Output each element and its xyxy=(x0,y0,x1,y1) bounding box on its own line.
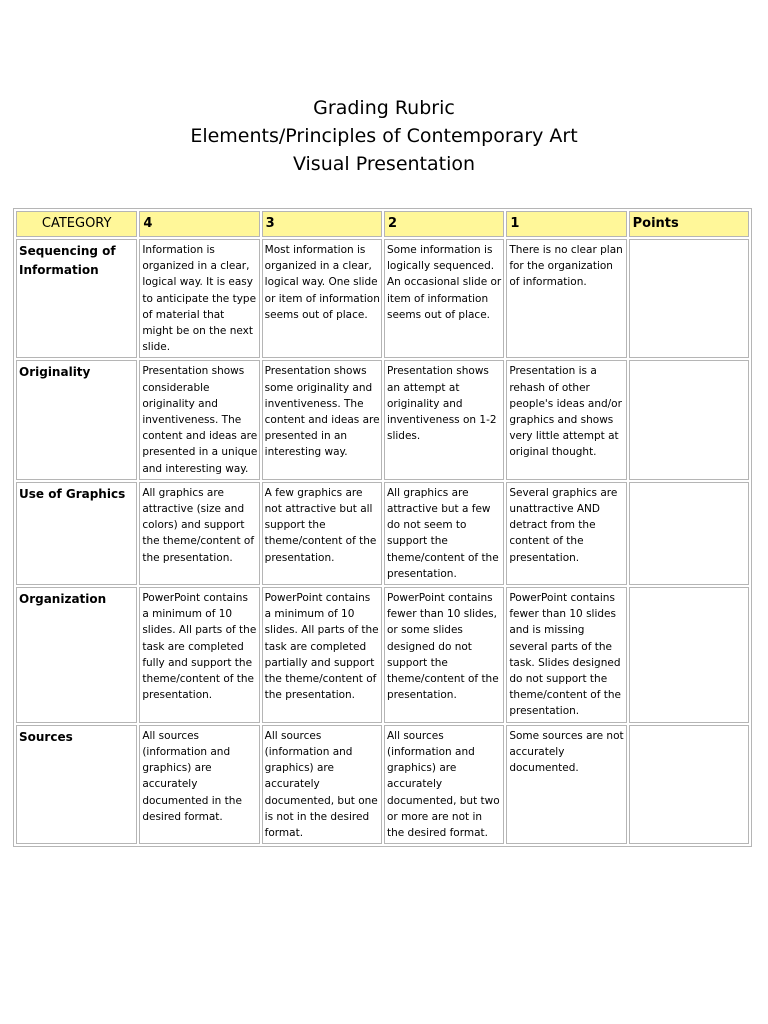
points-cell xyxy=(629,725,749,844)
table-cell: A few graphics are not attractive but all support the theme/content of the presentation. xyxy=(262,482,382,585)
table-cell: Some sources are not accurately documented. xyxy=(506,725,626,844)
table-cell: PowerPoint contains a minimum of 10 slides. All parts of the task are completed fully and support the theme/content of the presentation. xyxy=(139,587,259,723)
table-row xyxy=(16,587,749,723)
table-row xyxy=(16,360,749,479)
header-points: Points xyxy=(629,211,749,237)
table-row xyxy=(16,725,749,844)
table-cell: Information is organized in a clear, logical way. It is easy to anticipate the type of material that might be on the next slide. xyxy=(139,239,259,358)
header-score-3: 3 xyxy=(262,211,382,237)
table-cell: All sources (information and graphics) are accurately documented, but one is not in the desired format. xyxy=(262,725,382,844)
points-cell xyxy=(629,239,749,358)
row-category-label: Originality xyxy=(16,360,137,479)
row-category-label: Use of Graphics xyxy=(16,482,137,585)
points-cell xyxy=(629,360,749,479)
header-row xyxy=(16,211,749,237)
title-line-1: Grading Rubric xyxy=(313,97,455,119)
table-cell: PowerPoint contains fewer than 10 slides, or some slides designed do not support the theme/content of the presentation. xyxy=(384,587,504,723)
header-category: CATEGORY xyxy=(16,211,137,237)
row-category-label: Sources xyxy=(16,725,137,844)
header-score-2: 2 xyxy=(384,211,504,237)
header-score-4: 4 xyxy=(139,211,259,237)
document-title xyxy=(0,94,768,178)
header-score-1: 1 xyxy=(506,211,626,237)
table-cell: Presentation shows an attempt at originality and inventiveness on 1-2 slides. xyxy=(384,360,504,479)
table-cell: All sources (information and graphics) are accurately documented in the desired format. xyxy=(139,725,259,844)
table-cell: There is no clear plan for the organization of information. xyxy=(506,239,626,358)
table-cell: Several graphics are unattractive AND detract from the content of the presentation. xyxy=(506,482,626,585)
row-category-label: Organization xyxy=(16,587,137,723)
rubric-table xyxy=(13,208,752,847)
table-cell: Presentation shows some originality and inventiveness. The content and ideas are presented in an interesting way. xyxy=(262,360,382,479)
table-cell: PowerPoint contains a minimum of 10 slides. All parts of the task are completed partially and support the theme/content of the presentation. xyxy=(262,587,382,723)
table-cell: Presentation shows considerable originality and inventiveness. The content and ideas are presented in a unique and interesting way. xyxy=(139,360,259,479)
table-row xyxy=(16,239,749,358)
table-cell: Most information is organized in a clear, logical way. One slide or item of information seems out of place. xyxy=(262,239,382,358)
table-cell: All sources (information and graphics) are accurately documented, but two or more are not in the desired format. xyxy=(384,725,504,844)
points-cell xyxy=(629,587,749,723)
points-cell xyxy=(629,482,749,585)
table-cell: All graphics are attractive but a few do not seem to support the theme/content of the presentation. xyxy=(384,482,504,585)
title-line-3: Visual Presentation xyxy=(292,153,476,175)
table-cell: Some information is logically sequenced. An occasional slide or item of information seems out of place. xyxy=(384,239,504,358)
title-line-2: Elements/Principles of Contemporary Art xyxy=(190,125,578,147)
table-cell: All graphics are attractive (size and colors) and support the theme/content of the presentation. xyxy=(139,482,259,585)
row-category-label: Sequencing of Information xyxy=(16,239,137,358)
table-row xyxy=(16,482,749,585)
table-cell: PowerPoint contains fewer than 10 slides and is missing several parts of the task. Slides designed do not support the theme/content of the presentation. xyxy=(506,587,626,723)
table-cell: Presentation is a rehash of other people's ideas and/or graphics and shows very little attempt at original thought. xyxy=(506,360,626,479)
